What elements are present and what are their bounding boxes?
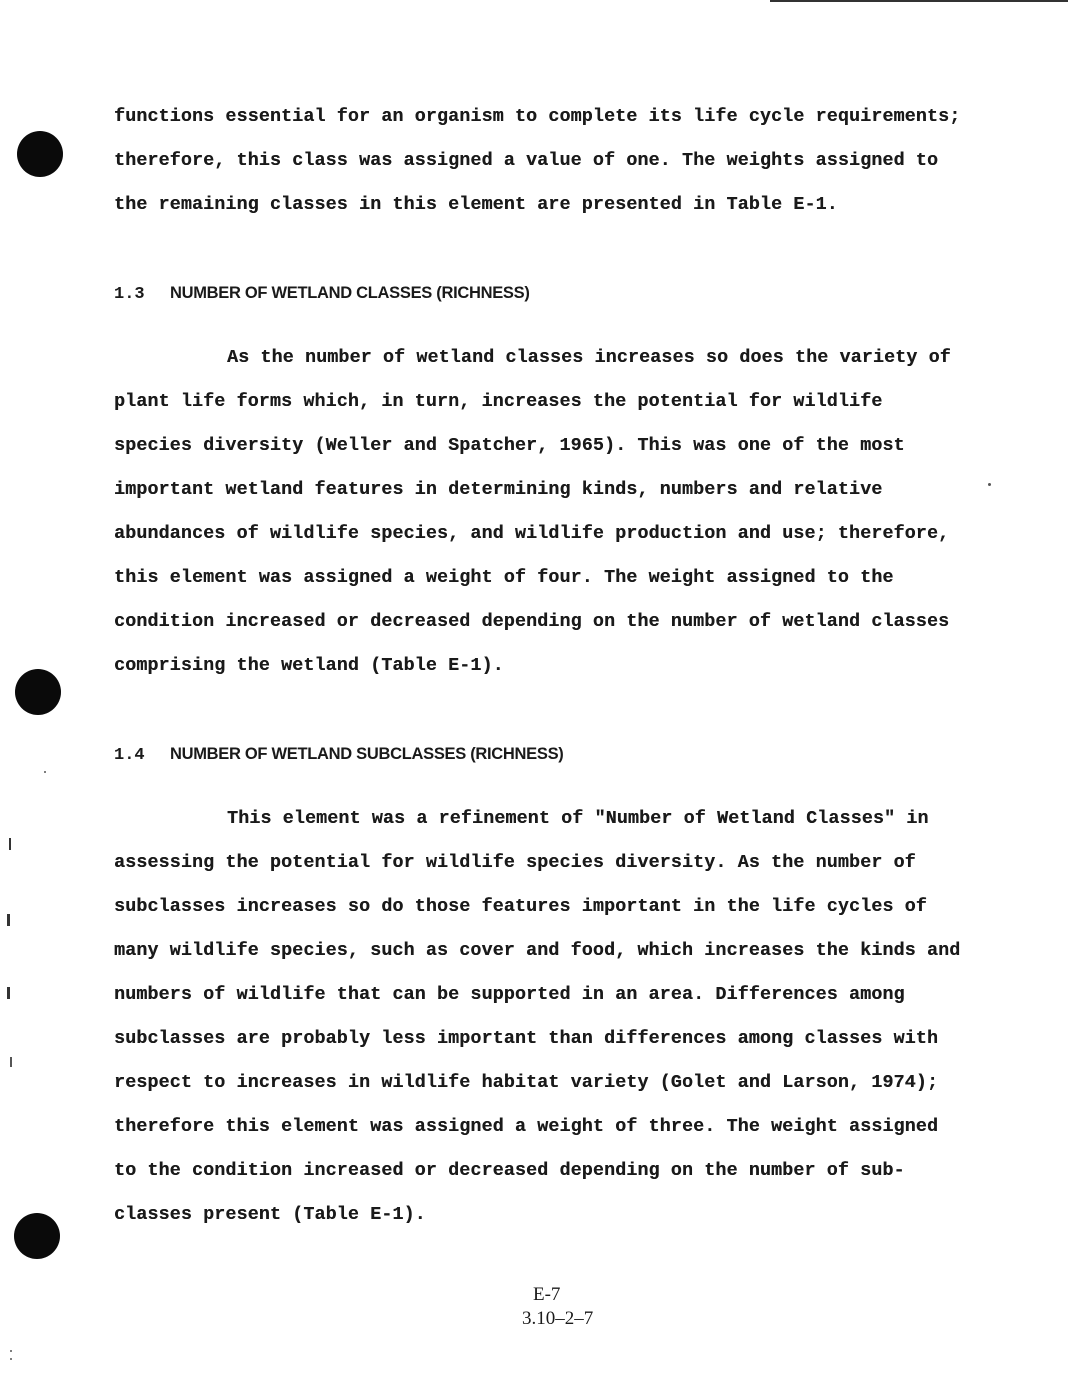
paragraph-line: many wildlife species, such as cover and food, which increases the kinds and [114,940,961,961]
scan-speck [10,1358,12,1360]
page-number: E-7 [533,1284,561,1305]
paragraph-line: this element was assigned a weight of four. The weight assigned to the [114,567,894,588]
paragraph-line: subclasses increases so do those features important in the life cycles of [114,896,927,917]
top-border-line [770,0,1068,2]
scan-mark [7,914,10,926]
scan-mark [9,838,11,850]
paragraph-line: numbers of wildlife that can be supported in an area. Differences among [114,984,905,1005]
scan-mark [10,1057,12,1067]
section-number: 1.3 [114,285,145,304]
scan-speck [10,1350,12,1352]
section-heading-1-3 [114,281,530,307]
paragraph-line: therefore this element was assigned a weight of three. The weight assigned [114,1116,939,1137]
punch-hole [14,1213,60,1259]
paragraph-line: to the condition increased or decreased depending on the number of sub- [114,1160,905,1181]
paragraph-line: condition increased or decreased depending on the number of wetland classes [114,611,950,632]
paragraph-line: important wetland features in determining kinds, numbers and relative [114,479,883,500]
intro-line: functions essential for an organism to complete its life cycle requirements; [114,106,961,127]
intro-line: therefore, this class was assigned a value of one. The weights assigned to [114,150,939,171]
paragraph-line: As the number of wetland classes increases so does the variety of [227,347,951,368]
paragraph-line: species diversity (Weller and Spatcher, 1965). This was one of the most [114,435,905,456]
section-title: NUMBER OF WETLAND SUBCLASSES (RICHNESS) [170,745,564,763]
paragraph-line: classes present (Table E-1). [114,1204,426,1225]
paragraph-line: comprising the wetland (Table E-1). [114,655,504,676]
section-title: NUMBER OF WETLAND CLASSES (RICHNESS) [170,284,530,302]
paragraph-line: subclasses are probably less important than differences among classes with [114,1028,939,1049]
paragraph-line: respect to increases in wildlife habitat variety (Golet and Larson, 1974); [114,1072,939,1093]
scan-mark [7,987,10,999]
scan-speck [988,483,991,486]
paragraph-line: plant life forms which, in turn, increases the potential for wildlife [114,391,883,412]
paragraph-line: abundances of wildlife species, and wildlife production and use; therefore, [114,523,950,544]
section-number: 1.4 [114,746,145,765]
paragraph-line: assessing the potential for wildlife species diversity. As the number of [114,852,916,873]
intro-line: the remaining classes in this element are presented in Table E-1. [114,194,838,215]
punch-hole [15,669,61,715]
scan-speck [44,771,46,773]
document-reference: 3.10–2–7 [522,1308,594,1329]
punch-hole [17,131,63,177]
section-heading-1-4 [114,742,563,768]
paragraph-line: This element was a refinement of "Number of Wetland Classes" in [227,808,929,829]
